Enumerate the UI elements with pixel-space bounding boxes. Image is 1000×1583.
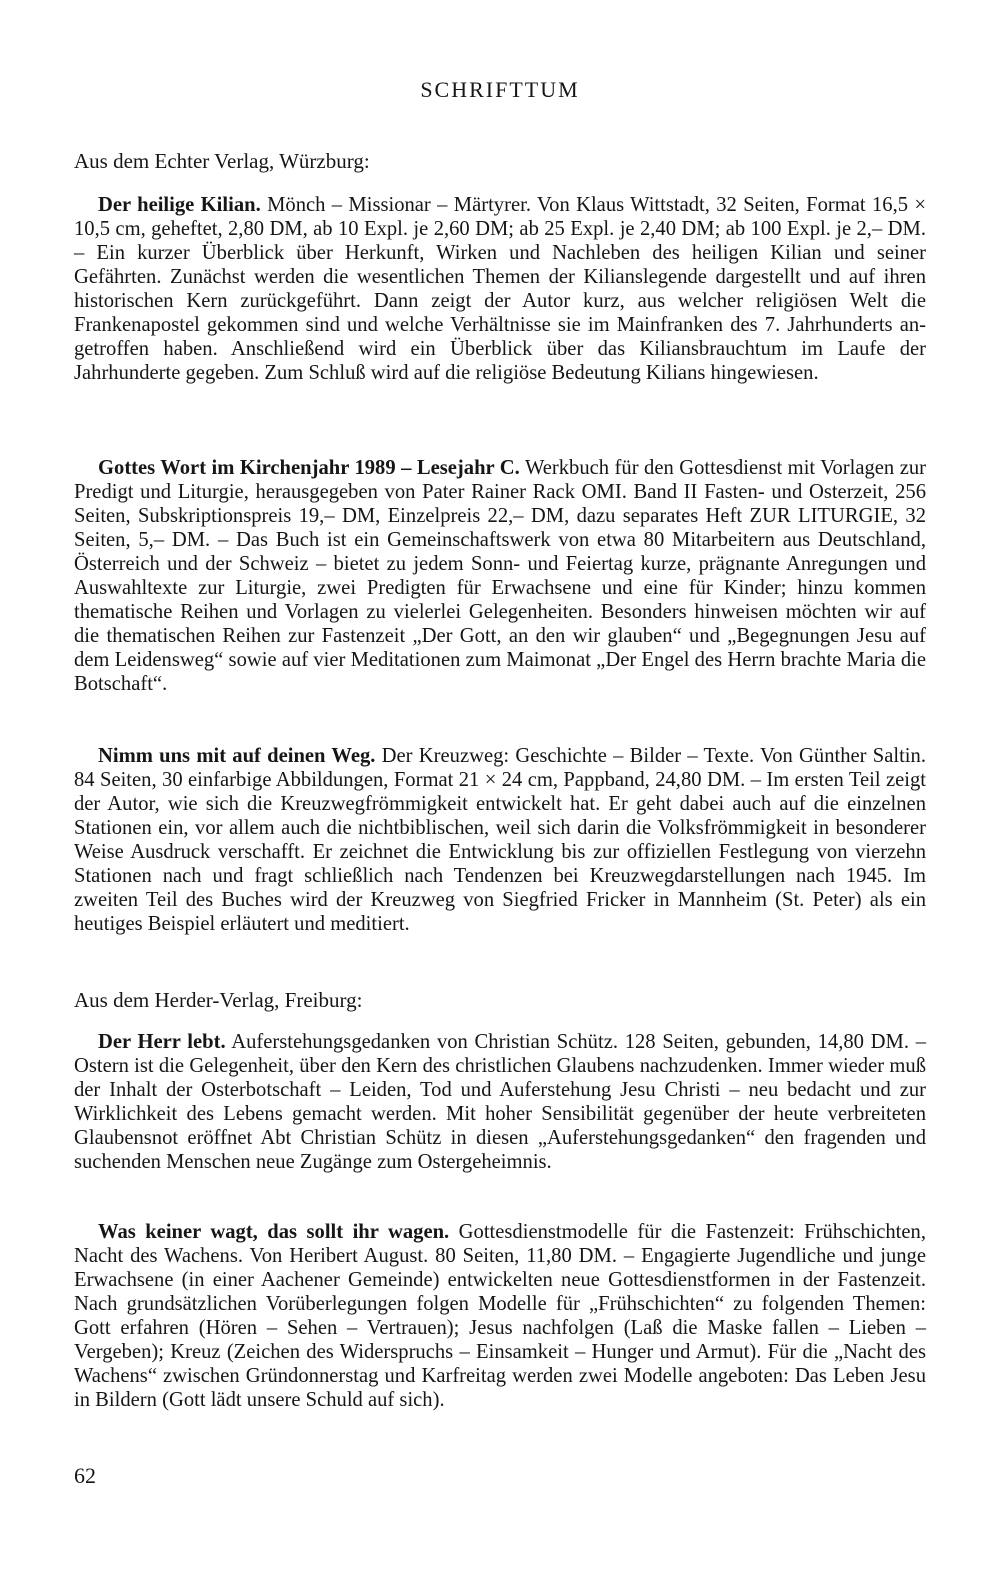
book-review-text: Werkbuch für den Gottesdienst mit Vorlagen zur Predigt und Liturgie, herausgegeben von Pater Rainer Rack OMI. Band II Fasten- und Osterzeit, 256 Seiten, Subskriptionspreis 19,– DM, Einzelpreis 22,– DM, dazu separates Heft ZUR LITURGIE, 32 Seiten, 5,– DM. – Das Buch ist ein Gemeinschaftswerk von etwa 80 Mitarbeitern aus Deutschland, Österreich und der Schweiz – bietet zu jedem Sonn- und Feiertag kurze, prägnante Anregungen und Auswahltexte zur Liturgie, zwei Predigten für Erwachsene und eine für Kinder; hinzu kommen thematische Reihen und Vorlagen zu vielerlei Gelegenheiten. Besonders hinweisen möchten wir auf die thematischen Reihen zur Fastenzeit „Der Gott, an den wir glauben“ und „Begegnungen Jesu auf dem Leidensweg“ sowie auf vier Meditationen zum Maimonat „Der Engel des Herrn brachte Maria die Botschaft“. xyxy=(74,457,927,695)
publisher-heading-echter: Aus dem Echter Verlag, Würzburg: xyxy=(74,149,370,173)
book-review-entry xyxy=(74,744,926,936)
book-review-entry xyxy=(74,456,926,696)
page-number: 62 xyxy=(74,1463,96,1488)
book-review-entry xyxy=(74,1030,926,1174)
document-page xyxy=(74,0,926,1583)
book-title: Was keiner wagt, das sollt ihr wagen. xyxy=(98,1221,450,1243)
book-review-entry xyxy=(74,193,926,385)
book-title: Gottes Wort im Kirchenjahr 1989 – Lesejahr C. xyxy=(98,457,520,479)
page-title: SCHRIFTTUM xyxy=(420,77,580,102)
book-title: Der Herr lebt. xyxy=(98,1031,226,1053)
book-review-text: Der Kreuzweg: Geschichte – Bilder – Texte. Von Günther Saltin. 84 Seiten, 30 einfarbige Abbildungen, Format 21 × 24 cm, Pappband, 24,80 DM. – Im ersten Teil zeigt der Autor, wie sich die Kreuzwegfrömmigkeit entwickelt hat. Er geht dabei auch auf die einzelnen Stationen ein, vor allem auch die nichtbiblischen, weil sich darin die Volksfrömmigkeit in besonderer Weise Ausdruck verschafft. Er zeichnet die Entwicklung bis zur offiziellen Festlegung von vierzehn Stationen nach und fragt schließlich nach Tendenzen bei Kreuzwegdarstellungen nach 1945. Im zweiten Teil des Buches wird der Kreuzweg von Siegfried Fricker in Mannheim (St. Peter) als ein heutiges Beispiel erläutert und meditiert. xyxy=(74,745,926,935)
book-review-text: Gottesdienstmodelle für die Fastenzeit: Frühschichten, Nacht des Wachens. Von Heribert August. 80 Seiten, 11,80 DM. – Engagierte Jugendliche und junge Erwachsene (in einer Aachener Gemeinde) entwickelten neue Gottesdienstformen in der Fastenzeit. Nach grundsätzlichen Vorüberlegungen folgen Modelle für „Frühschichten“ zu folgenden Themen: Gott erfahren (Hören – Sehen – Vertrauen); Jesus nachfolgen (Laß die Maske fallen – Lieben – Vergeben); Kreuz (Zeichen des Widerspruchs – Einsamkeit – Hunger und Armut). Für die „Nacht des Wachens“ zwischen Gründonnerstag und Karfreitag werden zwei Modelle angeboten: Das Leben Jesu in Bildern (Gott lädt unsere Schuld auf sich). xyxy=(74,1221,926,1411)
book-review-text: Auferstehungsgedanken von Christian Schütz. 128 Seiten, gebunden, 14,80 DM. – Ostern ist die Gelegenheit, über den Kern des christlichen Glaubens nachzudenken. Immer wieder muß der Inhalt der Osterbotschaft – Leiden, Tod und Auferstehung Jesu Christi – neu bedacht und zur Wirklichkeit des Lebens gemacht werden. Mit hoher Sensibilität gegenüber der heute verbreiteten Glaubensnot eröffnet Abt Christian Schütz in diesen „Auferstehungsgedanken“ den fragenden und suchenden Menschen neue Zugänge zum Ostergeheimnis. xyxy=(74,1031,927,1173)
publisher-heading-herder: Aus dem Herder-Verlag, Freiburg: xyxy=(74,988,363,1012)
book-title: Nimm uns mit auf deinen Weg. xyxy=(98,745,376,767)
book-review-text: Mönch – Missionar – Märtyrer. Von Klaus Wittstadt, 32 Seiten, Format 16,5 × 10,5 cm, geheftet, 2,80 DM, ab 10 Expl. je 2,60 DM; ab 25 Expl. je 2,40 DM; ab 100 Expl. je 2,– DM. – Ein kurzer Überblick über Herkunft, Wirken und Nachleben des heiligen Kilian und seiner Gefährten. Zunächst werden die wesentlichen Themen der Kilianslegende dargestellt und auf ihren historischen Kern zurückgeführt. Dann zeigt der Autor kurz, aus welcher religiösen Welt die Frankenapostel gekommen sind und welche Verhältnisse sie im Mainfranken des 7. Jahrhunderts angetroffen haben. Anschließend wird ein Überblick über das Kiliansbrauchtum im Laufe der Jahrhunderte gegeben. Zum Schluß wird auf die religiöse Bedeutung Kilians hingewiesen. xyxy=(74,194,926,384)
book-title: Der heilige Kilian. xyxy=(98,194,261,216)
book-review-entry xyxy=(74,1220,926,1412)
